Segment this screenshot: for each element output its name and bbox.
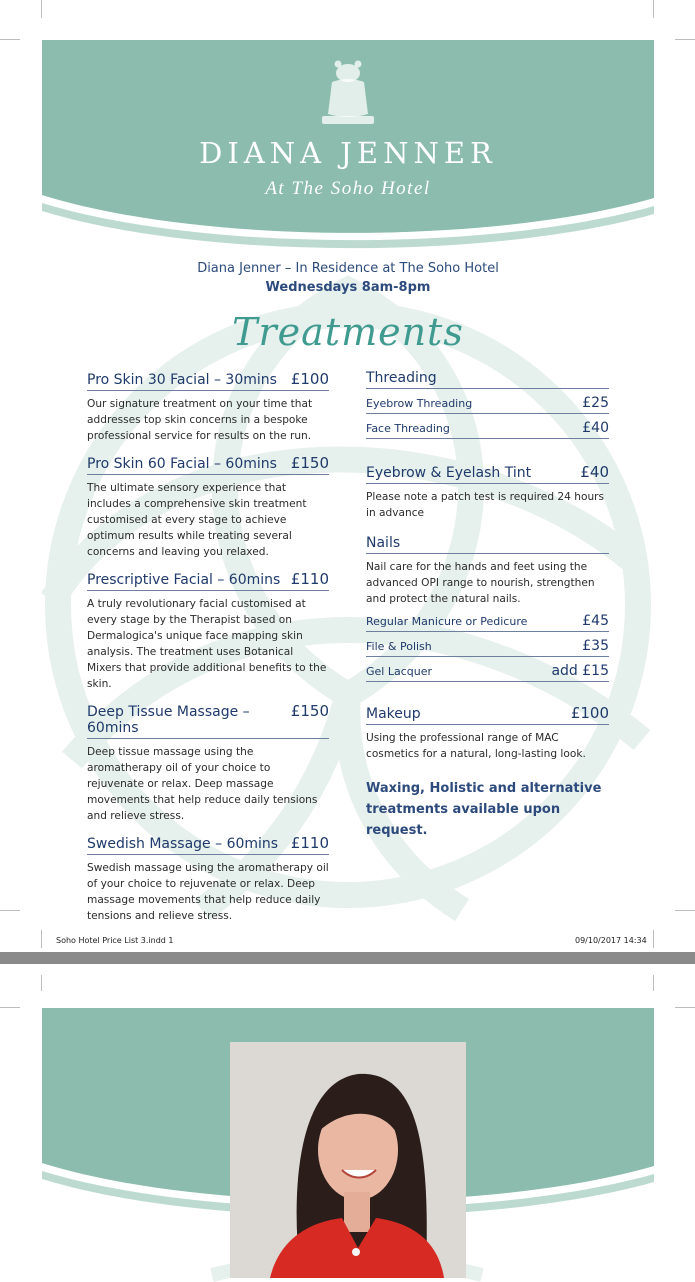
- footer-timestamp: 09/10/2017 14:34: [575, 936, 647, 945]
- brand-name: DIANA JENNER: [199, 136, 497, 170]
- treatment-name: Prescriptive Facial – 60mins: [87, 572, 281, 588]
- treatment-heading: [87, 702, 329, 739]
- crop-mark: [653, 975, 654, 991]
- treatment-name: Deep Tissue Massage – 60mins: [87, 704, 250, 736]
- treatment-description: Our signature treatment on your time that addresses top skin concerns in a bespoke professional service for results on the run.: [87, 398, 313, 442]
- footer-filename: Soho Hotel Price List 3.indd 1: [56, 936, 174, 945]
- page-divider: [0, 952, 695, 964]
- portrait-page: [42, 1008, 654, 1275]
- treatment-name: Swedish Massage – 60mins: [87, 836, 279, 852]
- threading-heading: [366, 370, 609, 389]
- treatment-description: Swedish massage using the aromatherapy oil of your choice to rejuvenate or relax. Deep massage movements that help reduce daily tensions and relieve stress.: [87, 862, 329, 922]
- treatment-description: The ultimate sensory experience that includes a comprehensive skin treatment customised at every stage to achieve optimum results while treating several concerns and leaving you relaxed.: [87, 482, 307, 558]
- treatment-price: £110: [290, 834, 329, 852]
- item-name: File & Polish: [366, 640, 432, 653]
- makeup-price: £100: [570, 704, 609, 722]
- makeup-description: Using the professional range of MAC cosmetics for a natural, long-lasting look.: [366, 732, 586, 760]
- crop-mark: [0, 910, 20, 911]
- treatment-price: £110: [290, 570, 329, 588]
- treatment-heading: [87, 454, 329, 475]
- left-column: [87, 370, 329, 924]
- item-price: add £15: [551, 663, 609, 679]
- nails-title: Nails: [366, 535, 401, 551]
- treatment-price: £100: [290, 370, 329, 388]
- tint-description: Please note a patch test is required 24 hours in advance: [366, 491, 605, 519]
- tint-price: £40: [580, 463, 609, 481]
- item-price: £45: [582, 613, 609, 629]
- residence-line: Diana Jenner – In Residence at The Soho Hotel: [197, 261, 499, 276]
- crop-mark: [675, 910, 695, 911]
- makeup-name: Makeup: [366, 706, 421, 722]
- treatment-heading: [87, 570, 329, 591]
- price-line-item: [366, 632, 609, 657]
- crop-mark: [41, 975, 42, 991]
- item-price: £40: [582, 420, 609, 436]
- price-list-page: [42, 40, 654, 922]
- crop-mark: [653, 930, 654, 948]
- item-name: Regular Manicure or Pedicure: [366, 615, 528, 628]
- threading-title: Threading: [366, 370, 437, 386]
- crop-mark: [653, 0, 654, 18]
- item-name: Gel Lacquer: [366, 665, 433, 678]
- section-title: Treatments: [232, 310, 464, 354]
- treatment-price: £150: [290, 702, 329, 720]
- item-name: Eyebrow Threading: [366, 397, 473, 410]
- treatment-heading: [87, 834, 329, 855]
- treatment-heading: [87, 370, 329, 391]
- crop-mark: [0, 39, 20, 40]
- makeup-heading: [366, 704, 609, 725]
- extra-services-note: Waxing, Holistic and alternative treatments available upon request.: [366, 781, 602, 838]
- price-line-item: [366, 607, 609, 632]
- treatment-name: Pro Skin 30 Facial – 30mins: [87, 372, 277, 388]
- nails-description: Nail care for the hands and feet using the advanced OPI range to nourish, strengthen and protect the natural nails.: [366, 561, 595, 605]
- opening-hours: Wednesdays 8am-8pm: [265, 280, 431, 295]
- item-name: Face Threading: [366, 422, 450, 435]
- item-price: £35: [582, 638, 609, 654]
- treatment-price: £150: [290, 454, 329, 472]
- crop-mark: [41, 0, 42, 18]
- nails-heading: [366, 535, 609, 554]
- price-line-item: [366, 657, 609, 682]
- crop-mark: [675, 39, 695, 40]
- portrait-photo: [230, 1042, 466, 1278]
- crop-mark: [0, 1007, 20, 1008]
- crop-mark: [41, 930, 42, 948]
- tint-name: Eyebrow & Eyelash Tint: [366, 465, 532, 481]
- price-line-item: [366, 414, 609, 439]
- brand-subtitle: At The Soho Hotel: [265, 178, 431, 199]
- crop-mark: [675, 1007, 695, 1008]
- treatment-description: A truly revolutionary facial customised at every stage by the Therapist based on Dermalogica's unique face mapping skin analysis. The treatment uses Botanical Mixers that provide additional benefits to the skin.: [87, 598, 327, 690]
- treatment-name: Pro Skin 60 Facial – 60mins: [87, 456, 277, 472]
- price-line-item: [366, 389, 609, 414]
- tint-heading: [366, 463, 609, 484]
- right-column: [366, 370, 609, 841]
- treatment-description: Deep tissue massage using the aromatherapy oil of your choice to rejuvenate or relax. Deep massage movements that help reduce daily tensions and relieve stress.: [87, 746, 318, 822]
- item-price: £25: [582, 395, 609, 411]
